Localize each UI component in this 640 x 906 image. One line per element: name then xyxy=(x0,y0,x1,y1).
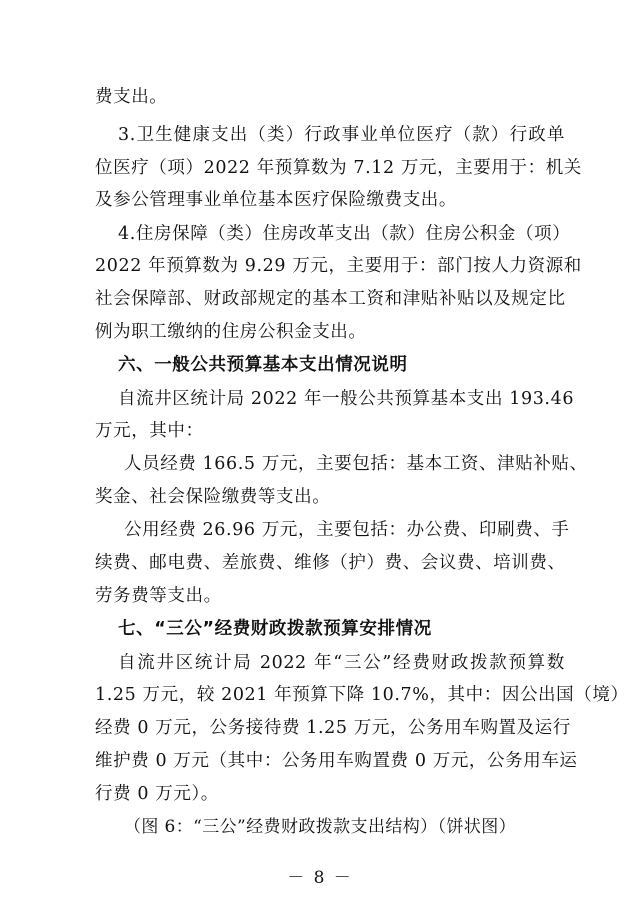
paragraph-line: 及参公管理事业单位基本医疗保险缴费支出。 xyxy=(95,190,457,210)
paragraph-line: 1.25 万元，较 2021 年预算下降 10.7%，其中：因公出国（境） xyxy=(95,685,629,705)
paragraph-line: 经费 0 万元，公务接待费 1.25 万元，公务用车购置及运行 xyxy=(95,718,571,738)
paragraph-line: 3.卫生健康支出（类）行政事业单位医疗（款）行政单 xyxy=(118,125,565,145)
paragraph-line: 行费 0 万元）。 xyxy=(95,784,219,804)
paragraph-line: 奖金、社会保险缴费等支出。 xyxy=(95,487,331,507)
paragraph-line: 公用经费 26.96 万元，主要包括：办公费、印刷费、手 xyxy=(124,520,570,540)
paragraph-line: 劳务费等支出。 xyxy=(95,586,222,606)
paragraph-line: 维护费 0 万元（其中：公务用车购置费 0 万元，公务用车运 xyxy=(95,751,578,771)
section-heading-6: 六、一般公共预算基本支出情况说明 xyxy=(118,355,408,375)
section-heading-7: 七、“三公”经费财政拨款预算安排情况 xyxy=(118,619,432,639)
paragraph-line: 万元，其中： xyxy=(95,421,204,441)
figure-caption: （图 6：“三公”经费财政拨款支出结构）（饼状图） xyxy=(123,817,517,837)
paragraph-line: 自流井区统计局 2022 年一般公共预算基本支出 193.46 xyxy=(118,389,575,409)
paragraph-line: 续费、邮电费、差旅费、维修（护）费、会议费、培训费、 xyxy=(95,553,566,573)
paragraph-line: 社会保障部、财政部规定的基本工资和津贴补贴以及规定比 xyxy=(95,289,566,309)
paragraph-line: 例为职工缴纳的住房公积金支出。 xyxy=(95,322,367,342)
page-number: － 8 － xyxy=(287,868,353,888)
paragraph-line: 2022 年预算数为 9.29 万元，主要用于：部门按人力资源和 xyxy=(95,256,582,276)
paragraph-line: 费支出。 xyxy=(95,87,168,107)
paragraph-line: 4.住房保障（类）住房改革支出（款）住房公积金（项） xyxy=(118,224,571,244)
paragraph-line: 自流井区统计局 2022 年“三公”经费财政拨款预算数 xyxy=(118,653,565,673)
paragraph-line: 人员经费 166.5 万元，主要包括：基本工资、津贴补贴、 xyxy=(124,454,588,474)
paragraph-line: 位医疗（项）2022 年预算数为 7.12 万元，主要用于：机关 xyxy=(95,158,582,178)
